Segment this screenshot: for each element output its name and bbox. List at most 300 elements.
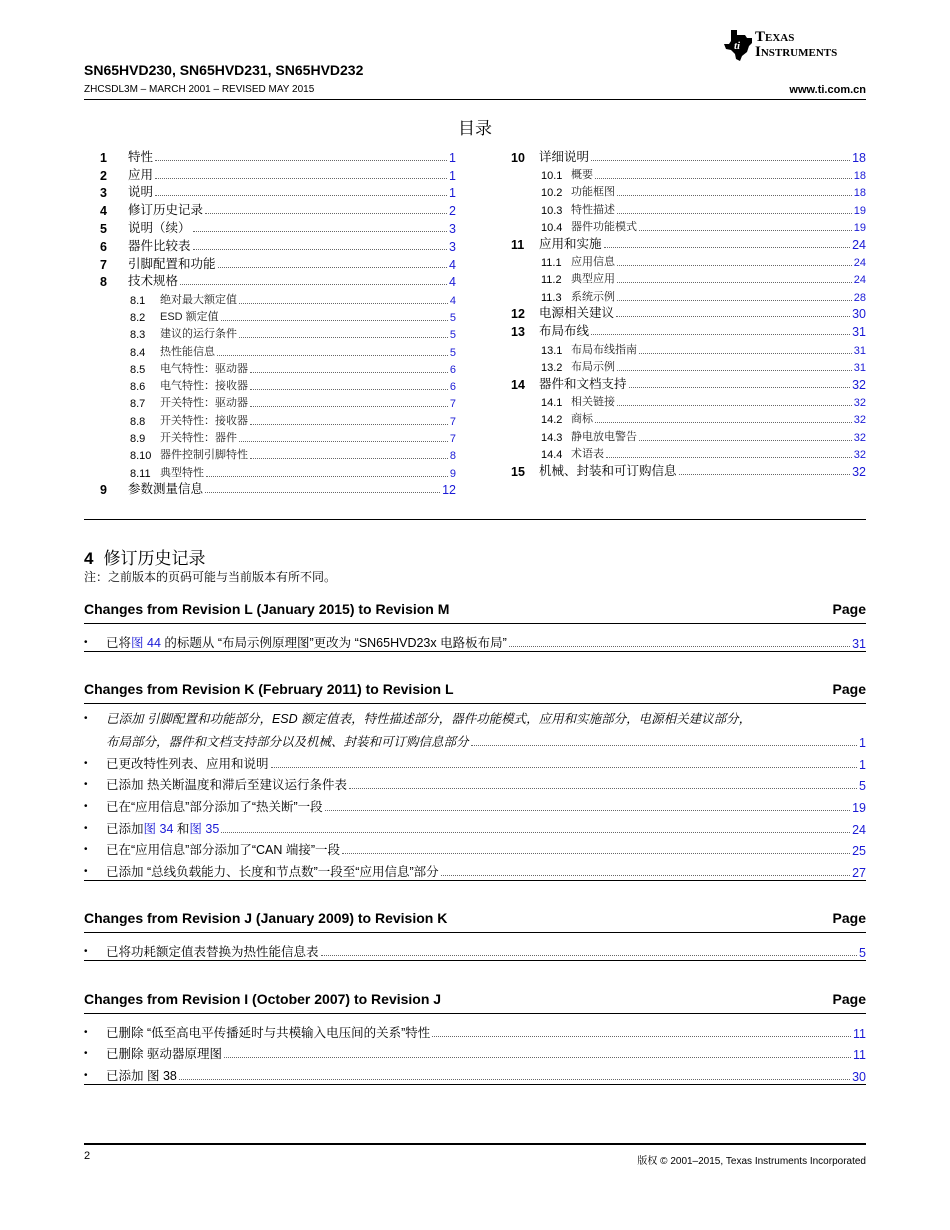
dot-leader (321, 955, 858, 956)
toc-entry-title: 布局布线 (539, 324, 590, 339)
change-text: 布局部分，器件和文档支持部分以及机械、封装和可订购信息部分 (106, 735, 469, 749)
change-text (106, 942, 319, 960)
toc-entry-page-link[interactable]: 31 (853, 361, 866, 374)
toc-entry[interactable] (100, 410, 456, 427)
toc-entry-page-link[interactable]: 24 (853, 257, 866, 270)
toc-entry[interactable] (511, 426, 866, 443)
change-text-content: 已添加 热关断温度和滞后至建议运行条件表 (106, 778, 347, 793)
dot-leader (591, 160, 850, 161)
change-item (84, 1062, 866, 1084)
change-text-content: 已添加 图 38 (106, 1069, 177, 1084)
dot-leader (205, 213, 447, 214)
dot-leader (250, 372, 448, 373)
change-page-link[interactable]: 5 (859, 945, 866, 960)
toc-entry-page-link[interactable]: 18 (853, 187, 866, 200)
revision-heading: Changes from Revision L (January 2015) to Revision M (84, 601, 450, 617)
toc-entry-title: 概要 (571, 169, 593, 182)
change-text (106, 633, 507, 651)
toc-entry[interactable] (100, 165, 456, 183)
toc-entry-title: 电气特性：驱动器 (160, 362, 248, 375)
revision-heading: Changes from Revision I (October 2007) to Revision J (84, 991, 442, 1007)
toc-entry-page-link[interactable]: 4 (449, 294, 456, 307)
bullet: • (84, 844, 88, 856)
logo-line2: Instruments (755, 44, 838, 60)
toc-entry[interactable] (511, 357, 866, 374)
toc-entry-title: 系统示例 (571, 290, 615, 303)
toc-entry[interactable] (100, 445, 456, 462)
toc-entry-page-link[interactable]: 4 (449, 275, 456, 290)
toc-entry[interactable] (511, 409, 866, 426)
toc-entry-number: 2 (100, 168, 107, 183)
revision-header (84, 598, 866, 624)
change-page-link[interactable]: 31 (852, 636, 866, 651)
toc-entry-title: 说明（续） (128, 220, 191, 235)
toc-entry-title: 参数测量信息 (128, 482, 204, 497)
section-heading (84, 544, 205, 569)
toc-entry-number: 8.8 (130, 415, 146, 428)
change-text-content: 已更改特性列表、应用和说明 (106, 756, 269, 771)
toc-entry[interactable] (100, 341, 456, 358)
revision-items (84, 624, 866, 652)
toc-entry-number: 11.1 (541, 257, 562, 270)
change-page-link[interactable]: 30 (852, 1070, 866, 1085)
dot-leader (250, 458, 448, 459)
toc-entry-page-link[interactable]: 4 (449, 257, 456, 272)
toc-entry-page-link[interactable]: 31 (852, 325, 866, 340)
change-item (84, 750, 866, 772)
toc-entry-page-link[interactable]: 28 (853, 291, 866, 304)
toc-entry[interactable] (511, 461, 866, 479)
header-divider (84, 99, 866, 100)
toc-entry-page-link[interactable]: 3 (449, 221, 456, 236)
dot-leader (155, 195, 447, 196)
dot-leader (221, 832, 850, 833)
dot-leader (639, 230, 852, 231)
toc-entry-title: 特性 (128, 149, 154, 164)
dot-leader (250, 424, 448, 425)
page-column-label: Page (832, 910, 866, 926)
toc-entry[interactable] (511, 304, 866, 322)
toc-entry-page-link[interactable]: 1 (449, 168, 456, 183)
revision-items (84, 933, 866, 961)
toc-entry-number: 14.2 (541, 414, 563, 427)
bullet: • (84, 779, 88, 791)
toc-entry-title: 开关特性：器件 (160, 432, 237, 445)
dot-leader (250, 389, 448, 390)
dot-leader (155, 160, 447, 161)
dot-leader (616, 316, 850, 317)
dot-leader (639, 353, 852, 354)
dot-leader (595, 178, 852, 179)
toc-entry-number: 14.1 (541, 396, 563, 409)
document-code: ZHCSDL3M – MARCH 2001 – REVISED MAY 2015 (84, 84, 315, 95)
footer-divider (84, 1143, 866, 1145)
bullet: • (84, 757, 88, 769)
dot-leader (218, 267, 448, 268)
change-text (106, 819, 219, 837)
toc-entry-title: 相关链接 (571, 395, 615, 408)
dot-leader (239, 303, 448, 304)
change-text-content: 已将 (106, 635, 132, 650)
toc-entry[interactable] (511, 165, 866, 182)
page-number: 2 (84, 1150, 91, 1162)
dot-leader (349, 788, 857, 789)
toc-entry-page-link[interactable]: 31 (853, 344, 866, 357)
toc-entry-page-link[interactable]: 32 (853, 396, 866, 409)
figure-link[interactable]: 图 35 (189, 821, 220, 836)
toc-entry-number: 10 (511, 150, 525, 165)
dot-leader (617, 282, 852, 283)
change-text-content: 已删除 “低至高电平传播延时与共模输入电压间的关系”特性 (106, 1025, 431, 1040)
toc-entry-number: 9 (100, 483, 107, 498)
toc-entry[interactable] (100, 428, 456, 445)
toc-entry-page-link[interactable]: 2 (449, 204, 456, 219)
dot-leader (155, 178, 447, 179)
toc-title: 目录 (458, 119, 492, 138)
toc-entry[interactable] (511, 269, 866, 286)
toc-entry[interactable] (511, 217, 866, 234)
toc-entry[interactable] (100, 218, 456, 236)
toc-entry[interactable] (100, 359, 456, 376)
toc-entry[interactable] (511, 286, 866, 303)
change-page-link[interactable]: 5 (859, 779, 866, 794)
toc-entry-title: 应用和实施 (539, 236, 602, 251)
dot-leader (180, 284, 447, 285)
toc-entry[interactable] (100, 462, 456, 479)
website-link[interactable]: www.ti.com.cn (789, 84, 866, 96)
change-text (106, 775, 347, 793)
change-text (106, 1044, 222, 1062)
toc-entry-title: 术语表 (571, 447, 604, 460)
bullet: • (84, 1070, 88, 1082)
toc-entry-page-link[interactable]: 12 (442, 483, 456, 498)
toc-entry-title: 引脚配置和功能 (128, 256, 216, 271)
bullet: • (84, 801, 88, 813)
dot-leader (342, 853, 850, 854)
toc-entry-page-link[interactable]: 3 (449, 239, 456, 254)
dot-leader (250, 406, 448, 407)
toc-entry-title: 器件比较表 (128, 238, 191, 253)
toc-entry-number: 8.11 (130, 467, 151, 480)
dot-leader (441, 875, 850, 876)
dot-leader (617, 405, 852, 406)
dot-leader (193, 249, 448, 250)
dot-leader (617, 370, 852, 371)
revision-block (84, 988, 866, 1085)
dot-leader (679, 474, 851, 475)
toc-entry-number: 11.2 (541, 274, 562, 287)
toc-entry[interactable] (100, 272, 456, 290)
toc-entry[interactable] (100, 324, 456, 341)
toc-entry-title: 器件控制引脚特性 (160, 449, 248, 462)
toc-left-column (100, 147, 456, 497)
toc-entry[interactable] (100, 307, 456, 324)
toc-entry[interactable] (100, 236, 456, 254)
toc-entry-page-link[interactable]: 1 (449, 150, 456, 165)
toc-entry-number: 8.2 (130, 311, 146, 324)
toc-entry-title: 开关特性：驱动器 (160, 397, 248, 410)
toc-entry-number: 10.4 (541, 221, 563, 234)
toc-entry-page-link[interactable]: 32 (853, 414, 866, 427)
toc-entry-title: 说明 (128, 185, 154, 200)
change-page-link[interactable]: 24 (852, 822, 866, 837)
toc-entry-page-link[interactable]: 32 (852, 377, 866, 392)
figure-link[interactable]: 图 44 (131, 635, 161, 650)
texas-state-icon (723, 28, 753, 62)
dot-leader (617, 195, 852, 196)
change-page-link[interactable]: 11 (853, 1026, 866, 1041)
toc-entry-page-link[interactable]: 6 (449, 381, 456, 394)
change-page-link[interactable]: 27 (852, 866, 866, 881)
toc-entry-page-link[interactable]: 24 (852, 237, 866, 252)
toc-entry-number: 11 (511, 237, 525, 252)
toc-entry-number: 5 (100, 221, 107, 236)
toc-entry-page-link[interactable]: 1 (449, 186, 456, 201)
change-text (106, 862, 439, 880)
toc-entry-page-link[interactable]: 7 (449, 415, 456, 428)
toc-entry-number: 8.6 (130, 381, 146, 394)
revision-header (84, 678, 866, 704)
toc-entry-number: 4 (100, 204, 107, 219)
revision-block (84, 907, 866, 961)
change-page-link[interactable]: 1 (859, 736, 866, 750)
bullet: • (84, 945, 88, 957)
change-page-link[interactable]: 19 (852, 801, 866, 816)
change-page-link[interactable]: 25 (852, 844, 866, 859)
copyright: 版权 © 2001–2015, Texas Instruments Incorporated (637, 1156, 866, 1167)
dot-leader (471, 745, 858, 746)
change-item (84, 793, 866, 815)
change-text-line (106, 730, 866, 750)
change-text-content: 的标题从 “布局示例原理图”更改为 “SN65HVD23x 电路板布局” (160, 635, 507, 650)
change-text (106, 754, 269, 772)
toc-entry-number: 8.3 (130, 329, 146, 342)
section-title: 修订历史记录 (103, 549, 206, 568)
toc-entry-page-link[interactable]: 7 (449, 433, 456, 446)
dot-leader (604, 247, 851, 248)
toc-entry[interactable] (511, 444, 866, 461)
toc-entry-page-link[interactable]: 32 (853, 431, 866, 444)
toc-entry-title: 器件和文档支持 (539, 376, 627, 391)
svg-text:ti: ti (734, 40, 741, 52)
toc-entry-page-link[interactable]: 30 (852, 307, 866, 322)
toc-entry-number: 3 (100, 186, 107, 201)
change-text-content: 已在“应用信息”部分添加了“CAN 端接”一段 (106, 843, 341, 858)
revision-heading: Changes from Revision K (February 2011) to Revision L (84, 681, 454, 697)
toc-entry-title: 电源相关建议 (539, 306, 615, 321)
toc-entry-title: 技术规格 (128, 274, 179, 289)
change-text (106, 1066, 177, 1084)
toc-entry-title: 功能框图 (571, 186, 615, 199)
toc-entry[interactable] (100, 289, 456, 306)
toc-entry[interactable] (100, 254, 456, 272)
toc-entry-title: 布局布线指南 (571, 343, 637, 356)
toc-entry-number: 14 (511, 377, 525, 392)
change-item (84, 772, 866, 794)
dot-leader (617, 265, 852, 266)
toc-entry-page-link[interactable]: 6 (449, 363, 456, 376)
toc-entry[interactable] (511, 374, 866, 392)
toc-entry-title: 电气特性：接收器 (160, 380, 248, 393)
bullet: • (84, 1048, 88, 1060)
revision-header (84, 988, 866, 1014)
change-page-link[interactable]: 1 (859, 757, 866, 772)
toc-entry[interactable] (511, 199, 866, 216)
dot-leader (639, 440, 852, 441)
page-column-label: Page (832, 991, 866, 1007)
figure-link[interactable]: 图 34 (143, 821, 174, 836)
toc-entry-number: 8.10 (130, 450, 152, 463)
change-text-content: 已删除 驱动器原理图 (106, 1047, 222, 1062)
toc-entry-title: 开关特性：接收器 (160, 414, 248, 427)
change-text-content: 和 (173, 821, 190, 836)
toc-entry-number: 8.9 (130, 433, 146, 446)
toc-entry-number: 8 (100, 275, 107, 290)
change-text-content: 已添加 “总线负载能力、长度和节点数”一段至“应用信息”部分 (106, 865, 439, 880)
dot-leader (239, 441, 448, 442)
toc-entry[interactable] (100, 200, 456, 218)
dot-leader (617, 213, 852, 214)
change-item (84, 709, 866, 750)
toc-entry[interactable] (511, 182, 866, 199)
toc-entry-page-link[interactable]: 18 (852, 150, 866, 165)
toc-entry-title: 应用 (128, 167, 154, 182)
toc-entry-page-link[interactable]: 32 (853, 448, 866, 461)
page-column-label: Page (832, 681, 866, 697)
toc-right-column (511, 147, 866, 479)
toc-entry-title: 机械、封装和可订购信息 (539, 463, 677, 478)
section-note: 注：之前版本的页码可能与当前版本有所不同。 (84, 570, 337, 584)
change-item (84, 837, 866, 859)
revision-items (84, 704, 866, 881)
toc-entry-number: 10.3 (541, 204, 563, 217)
revision-block (84, 598, 866, 652)
toc-entry-title: 修订历史记录 (128, 203, 204, 218)
toc-entry-page-link[interactable]: 9 (449, 467, 456, 480)
toc-entry[interactable] (100, 183, 456, 201)
toc-entry[interactable] (100, 393, 456, 410)
change-text-content: 已在“应用信息”部分添加了“热关断”一段 (106, 800, 323, 815)
dot-leader (591, 334, 850, 335)
change-item (84, 815, 866, 837)
toc-entry[interactable] (100, 480, 456, 498)
change-text (106, 840, 340, 858)
toc-entry-number: 6 (100, 239, 107, 254)
toc-entry-title: 应用信息 (571, 256, 615, 269)
change-item (84, 1019, 866, 1041)
dot-leader (629, 387, 851, 388)
dot-leader (325, 810, 850, 811)
toc-entry-page-link[interactable]: 5 (449, 329, 456, 342)
dot-leader (606, 457, 852, 458)
dot-leader (205, 492, 440, 493)
toc-entry-number: 1 (100, 150, 107, 165)
toc-entry-title: 建议的运行条件 (160, 328, 237, 341)
document-title: SN65HVD230, SN65HVD231, SN65HVD232 (84, 62, 364, 78)
dot-leader (193, 231, 448, 232)
change-text (106, 797, 323, 815)
change-text-content: 已添加 (106, 821, 144, 836)
toc-entry[interactable] (511, 234, 866, 252)
toc-entry-title: 特性描述 (571, 203, 615, 216)
toc-entry-title: 商标 (571, 413, 593, 426)
toc-entry[interactable] (511, 321, 866, 339)
bullet: • (84, 1026, 88, 1038)
toc-entry[interactable] (511, 339, 866, 356)
toc-entry[interactable] (511, 392, 866, 409)
toc-entry-page-link[interactable]: 32 (852, 464, 866, 479)
toc-entry-number: 8.7 (130, 398, 146, 411)
toc-entry-page-link[interactable]: 5 (449, 346, 456, 359)
toc-entry-number: 13 (511, 325, 525, 340)
toc-entry-page-link[interactable]: 5 (449, 311, 456, 324)
revision-heading: Changes from Revision J (January 2009) to Revision K (84, 910, 448, 926)
toc-entry-page-link[interactable]: 7 (449, 398, 456, 411)
toc-entry-page-link[interactable]: 24 (853, 274, 866, 287)
dot-leader (221, 320, 448, 321)
bullet: • (84, 866, 88, 878)
toc-entry[interactable] (511, 147, 866, 165)
toc-entry-page-link[interactable]: 8 (449, 450, 456, 463)
revision-items (84, 1014, 866, 1085)
change-page-link[interactable]: 11 (853, 1048, 866, 1063)
change-item (84, 629, 866, 651)
dot-leader (509, 646, 850, 647)
toc-entry-number: 14.3 (541, 431, 563, 444)
dot-leader (239, 337, 448, 338)
section-number: 4 (84, 549, 94, 568)
toc-entry-title: 典型特性 (160, 466, 204, 479)
page-column-label: Page (832, 601, 866, 617)
dot-leader (224, 1057, 851, 1058)
toc-entry-number: 12 (511, 307, 525, 322)
toc-entry-page-link[interactable]: 19 (853, 221, 866, 234)
dot-leader (206, 476, 448, 477)
change-text-content: 已将功耗额定值表替换为热性能信息表 (106, 944, 319, 959)
toc-entry-number: 8.5 (130, 363, 146, 376)
dot-leader (179, 1079, 850, 1080)
change-item (84, 938, 866, 960)
change-item (84, 1041, 866, 1063)
toc-divider (84, 519, 866, 520)
toc-entry-title: 器件功能模式 (571, 220, 637, 233)
dot-leader (432, 1036, 851, 1037)
logo-line1: Texas (755, 29, 795, 45)
bullet: • (84, 636, 88, 648)
change-item-body (106, 709, 866, 750)
toc-entry-page-link[interactable]: 19 (853, 204, 866, 217)
bullet: • (84, 713, 88, 724)
toc-entry-number: 13.2 (541, 361, 563, 374)
toc-entry-page-link[interactable]: 18 (853, 170, 866, 183)
toc-entry[interactable] (100, 147, 456, 165)
change-item (84, 858, 866, 880)
toc-entry-number: 7 (100, 257, 107, 272)
toc-entry[interactable] (511, 252, 866, 269)
dot-leader (271, 767, 858, 768)
toc-entry[interactable] (100, 376, 456, 393)
toc-entry-number: 13.1 (541, 344, 563, 357)
toc-entry-number: 15 (511, 464, 525, 479)
toc-entry-title: 布局示例 (571, 360, 615, 373)
change-text-line: 已添加 引脚配置和功能部分，ESD 额定值表，特性描述部分，器件功能模式，应用和实施部分，电源相关建议部分， (106, 712, 752, 726)
dot-leader (595, 422, 852, 423)
revision-header (84, 907, 866, 933)
ti-logo (723, 28, 868, 64)
toc-entry-title: 绝对最大额定值 (160, 293, 237, 306)
toc-entry-title: 静电放电警告 (571, 430, 637, 443)
revision-block (84, 678, 866, 881)
